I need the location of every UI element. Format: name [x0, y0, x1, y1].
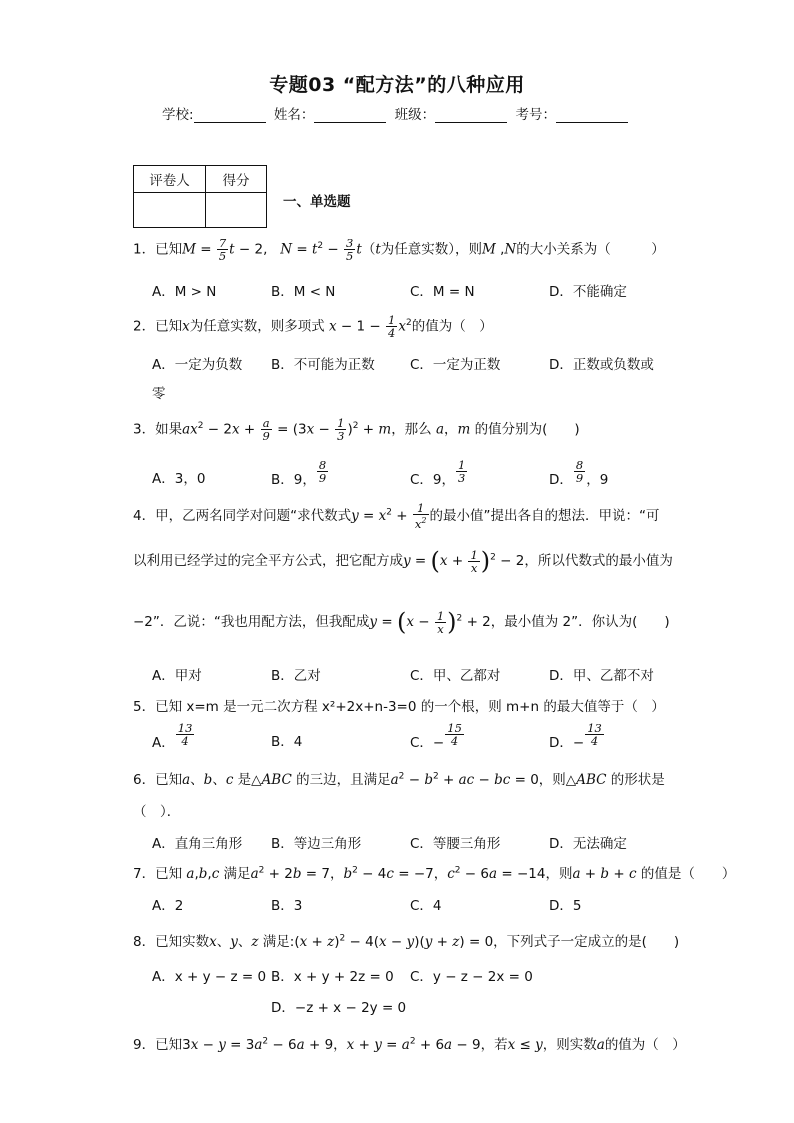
q6-option-c[interactable]: C．等腰三角形 — [410, 836, 501, 852]
q4-option-d[interactable]: D．甲、乙都不对 — [549, 668, 654, 684]
score-cell[interactable] — [206, 193, 267, 228]
q5-option-c[interactable]: C．− $\frac{15}{4}$ — [410, 721, 462, 751]
q8-option-b[interactable]: B．x + y + 2z = 0 — [271, 969, 394, 985]
q7-option-b[interactable]: B．3 — [271, 898, 303, 914]
q8-option-a[interactable]: A．x + y − z = 0 — [152, 969, 267, 985]
q2-option-b[interactable]: B．不可能为正数 — [271, 357, 375, 373]
q2-option-d[interactable]: D．正数或负数或 — [549, 357, 654, 373]
question-4-line-2: 以利用已经学过的完全平方公式，把它配方成y = (x + $\frac{1}{x}$ )$^2$ − 2，所以代数式的最小值为 — [133, 547, 673, 575]
q3-option-b[interactable]: B．9， $\frac{8}{9}$ — [271, 458, 327, 488]
q1-option-b[interactable]: B．M < N — [271, 284, 336, 300]
class-label: 班级： — [394, 107, 436, 123]
worksheet-page: 专题03 “配方法”的八种应用 学校: 姓名： 班级： 考号： 评卷人 得分 一、单选题 1．已知M = $\frac{7}{5}$ t − 2, $N = t^2$ − $\frac{3}{5}$ t（t为任意实数），则M ,N的大小关系为（ ） A．M > N B．M < N C．M = N D．不能确定 2．已知x为任意实数，则多项式 x − 1 − $\frac{1}{4}$ $x^2$的值为（ ） A．一定为负数 B．不可能为正数 C．一定为正数 D．正数或负数或 零 3．如果$ax^2 - 2x$ + $\frac{a}{9}$ = (3x − $\frac{1}{3}$ )$^2$ + m，那么 a，m 的值分别为( ) A．3，0 B．9， $\frac{8}{9}$ C．9， $\frac{1}{3}$ D． $\frac{8}{9}$ ，9 4．甲，乙两名同学对问题“求代数式$y = x^2$ + $\frac{1}{x^2}$ 的最小值”提出各自的想法．甲说：“可 以利用已经学过的完全平方公式，把它配方成y = (x + $\frac{1}{x}$ )$^2$ − 2，所以代数式的最小值为 −2”．乙说：“我也用配方法，但我配成y = (x − $\frac{1}{x}$ )$^2$ + 2，最小值为 2”．你认为( ) A．甲对 B．乙对 C．甲、乙都对 D．甲、乙都不对 5．已知 x=m 是一元二次方程 x²+2x+n-3=0 的一个根，则 m+n 的最大值等于（ ） A． $\frac{13}{4}$ B．4 C．− $\frac{15}{4}$ D．− $\frac{13}{4}$ 6．已知a、b、c 是△ABC 的三边，且满足$a^2 - b^2$ + ac − bc = 0，则△ABC 的形状是 （ ）． A．直角三角形 B．等边三角形 C．等腰三角形 D．无法确定 7．已知 a,b,c 满足$a^2 + 2b = 7$，$b^2 - 4c = -7$，$c^2 - 6a = -14$，则a + b + c 的值是（ ） A．2 B．3 C．4 D．5 8．已知实数x、y、z 满足:(x + z)$^2$ − 4(x − y)(y + z) = 0，下列式子一定成立的是( ) A．x + y − z = 0 B．x + y + 2z = 0 C．y − z − 2x = 0 D．−z + x − 2y = 0 9．已知$3x - y = 3a^2 - 6a + 9$，$x + y = a^2 + 6a - 9$，若x ≤ y，则实数a的值为（ ） — [0, 0, 794, 1123]
question-9: 9．已知$3x - y = 3a^2 - 6a + 9$，$x + y = a^2 + 6a - 9$，若x ≤ y，则实数a的值为（ ） — [133, 1036, 686, 1053]
score-label: 得分 — [206, 166, 267, 193]
q2-option-a[interactable]: A．一定为负数 — [152, 357, 243, 373]
question-6-line-1: 6．已知a、b、c 是△ABC 的三边，且满足$a^2 - b^2$ + ac − bc = 0，则△ABC 的形状是 — [133, 771, 665, 788]
section-title: 一、单选题 — [283, 194, 351, 210]
grader-label: 评卷人 — [134, 166, 206, 193]
question-7: 7．已知 a,b,c 满足$a^2 + 2b = 7$，$b^2 - 4c = -7$，$c^2 - 6a = -14$，则a + b + c 的值是（ ） — [133, 865, 736, 882]
name-blank[interactable] — [314, 108, 386, 123]
q4-option-c[interactable]: C．甲、乙都对 — [410, 668, 501, 684]
student-info-line — [0, 103, 794, 123]
question-4-line-3: −2”．乙说：“我也用配方法，但我配成y = (x − $\frac{1}{x}$ )$^2$ + 2，最小值为 2”．你认为( ) — [133, 608, 670, 636]
question-4-line-1: 4．甲，乙两名同学对问题“求代数式$y = x^2$ + $\frac{1}{x^2}$ 的最小值”提出各自的想法．甲说：“可 — [133, 501, 660, 531]
grade-box — [133, 165, 267, 228]
q8-option-d[interactable]: D．−z + x − 2y = 0 — [271, 1000, 407, 1016]
q3-option-d[interactable]: D． $\frac{8}{9}$ ，9 — [549, 458, 609, 488]
question-2: 2．已知x为任意实数，则多项式 x − 1 − $\frac{1}{4}$ $x^2$的值为（ ） — [133, 313, 493, 340]
q6-option-d[interactable]: D．无法确定 — [549, 836, 627, 852]
q2-option-c[interactable]: C．一定为正数 — [410, 357, 501, 373]
q8-option-c[interactable]: C．y − z − 2x = 0 — [410, 969, 533, 985]
q1-option-d[interactable]: D．不能确定 — [549, 284, 627, 300]
grader-cell[interactable] — [134, 193, 206, 228]
q6-option-a[interactable]: A．直角三角形 — [152, 836, 243, 852]
q5-option-b[interactable]: B．4 — [271, 734, 303, 750]
question-8: 8．已知实数x、y、z 满足:(x + z)$^2$ − 4(x − y)(y + z) = 0，下列式子一定成立的是( ) — [133, 933, 680, 950]
question-1: 1．已知M = $\frac{7}{5}$ t − 2, $N = t^2$ − $\frac{3}{5}$ t（t为任意实数），则M ,N的大小关系为（ ） — [133, 236, 665, 263]
question-3: 3．如果$ax^2 - 2x$ + $\frac{a}{9}$ = (3x − $\frac{1}{3}$ )$^2$ + m，那么 a，m 的值分别为( ) — [133, 416, 580, 443]
q4-option-a[interactable]: A．甲对 — [152, 668, 202, 684]
q5-option-d[interactable]: D．− $\frac{13}{4}$ — [549, 721, 602, 751]
name-label: 姓名： — [273, 107, 315, 123]
question-5: 5．已知 x=m 是一元二次方程 x²+2x+n-3=0 的一个根，则 m+n 的最大值等于（ ） — [133, 699, 665, 715]
exam-no-label: 考号： — [515, 107, 556, 123]
page-title: 专题03 “配方法”的八种应用 — [269, 74, 525, 96]
question-6-line-2: （ ）． — [133, 804, 181, 820]
q3-option-c[interactable]: C．9， $\frac{1}{3}$ — [410, 458, 466, 488]
q6-option-b[interactable]: B．等边三角形 — [271, 836, 362, 852]
q4-option-b[interactable]: B．乙对 — [271, 668, 321, 684]
school-label: 学校: — [162, 107, 194, 123]
q3-option-a[interactable]: A．3，0 — [152, 471, 206, 487]
class-blank[interactable] — [435, 108, 507, 123]
q1-option-a[interactable]: A．M > N — [152, 284, 217, 300]
q7-option-d[interactable]: D．5 — [549, 898, 582, 914]
school-blank[interactable] — [194, 108, 266, 123]
exam-no-blank[interactable] — [556, 108, 628, 123]
q7-option-a[interactable]: A．2 — [152, 898, 184, 914]
q5-option-a[interactable]: A． $\frac{13}{4}$ — [152, 721, 193, 751]
q7-option-c[interactable]: C．4 — [410, 898, 442, 914]
q1-option-c[interactable]: C．M = N — [410, 284, 475, 300]
